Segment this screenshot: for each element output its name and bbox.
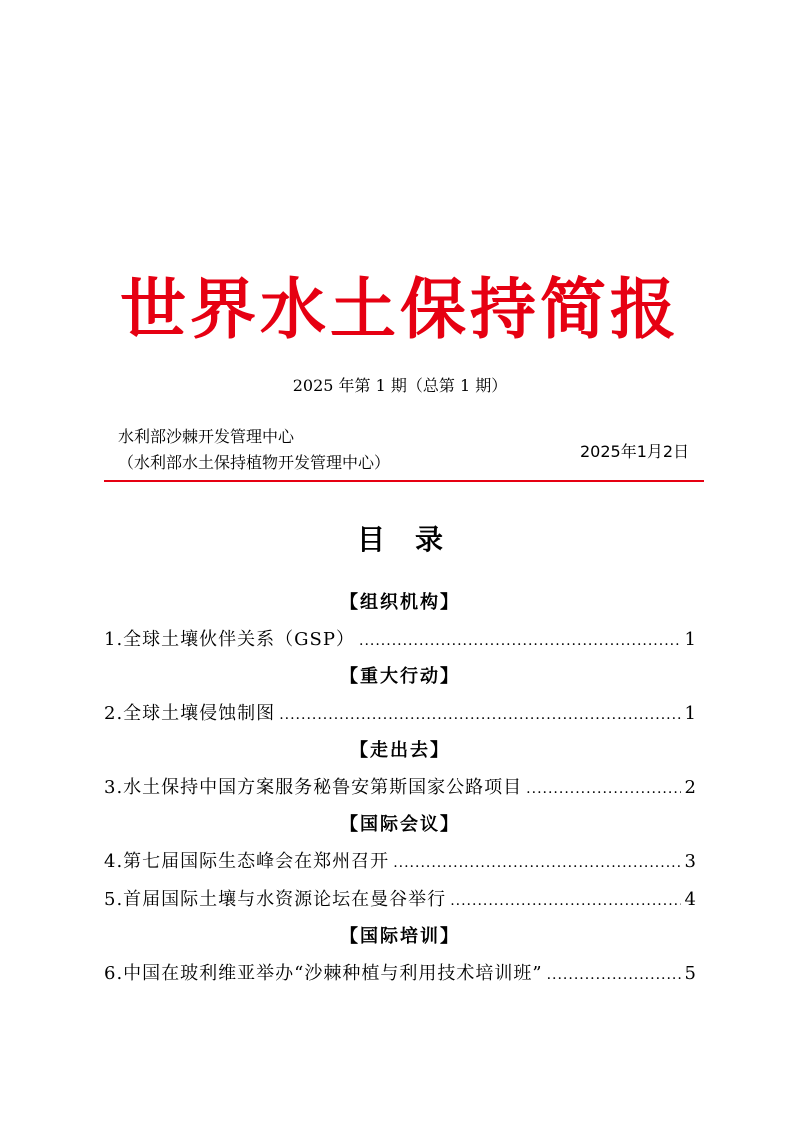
toc-entry[interactable] (104, 621, 696, 659)
toc-entry[interactable] (104, 881, 696, 919)
section-heading-organization: 【组织机构】 (340, 592, 460, 613)
toc-entry-title: 2.全球土壤侵蚀制图 (104, 703, 276, 724)
toc-entry[interactable] (104, 955, 696, 993)
issue-number: 2025 年第 1 期（总第 1 期） (292, 376, 508, 395)
toc-entry[interactable] (104, 769, 696, 807)
toc-entry[interactable] (104, 843, 696, 881)
leader-dots (279, 696, 680, 734)
masthead-title: 世界水土保持简报 (120, 271, 680, 348)
toc-entry-page: 1 (684, 629, 696, 650)
header-divider (104, 480, 704, 482)
leader-dots (393, 844, 680, 882)
toc-entry-title: 1.全球土壤伙伴关系（GSP） (104, 629, 355, 650)
publisher-block (118, 424, 390, 476)
toc-entry-title: 6.中国在玻利维亚举办“沙棘种植与利用技术培训班” (104, 963, 543, 984)
leader-dots (359, 622, 681, 660)
toc-entry[interactable] (104, 695, 696, 733)
publisher-name: 水利部沙棘开发管理中心 (118, 427, 295, 446)
toc-entry-page: 5 (684, 963, 696, 984)
leader-dots (526, 770, 680, 808)
section-heading-going-global: 【走出去】 (350, 740, 450, 761)
toc-entry-page: 2 (684, 777, 696, 798)
toc-entry-title: 4.第七届国际生态峰会在郑州召开 (104, 851, 390, 872)
toc-entry-title: 5.首届国际土壤与水资源论坛在曼谷举行 (104, 889, 447, 910)
leader-dots (450, 882, 680, 920)
table-of-contents (104, 585, 696, 993)
toc-entry-page: 3 (684, 851, 696, 872)
section-heading-international-training: 【国际培训】 (340, 926, 460, 947)
toc-entry-page: 4 (684, 889, 696, 910)
toc-title: 目录 (356, 523, 473, 556)
section-heading-international-conferences: 【国际会议】 (340, 814, 460, 835)
publish-date: 2025年1月2日 (580, 442, 690, 461)
toc-entry-title: 3.水土保持中国方案服务秘鲁安第斯国家公路项目 (104, 777, 523, 798)
leader-dots (547, 956, 681, 994)
publisher-alt-name: （水利部水土保持植物开发管理中心） (118, 453, 391, 472)
section-heading-major-actions: 【重大行动】 (340, 666, 460, 687)
toc-entry-page: 1 (684, 703, 696, 724)
